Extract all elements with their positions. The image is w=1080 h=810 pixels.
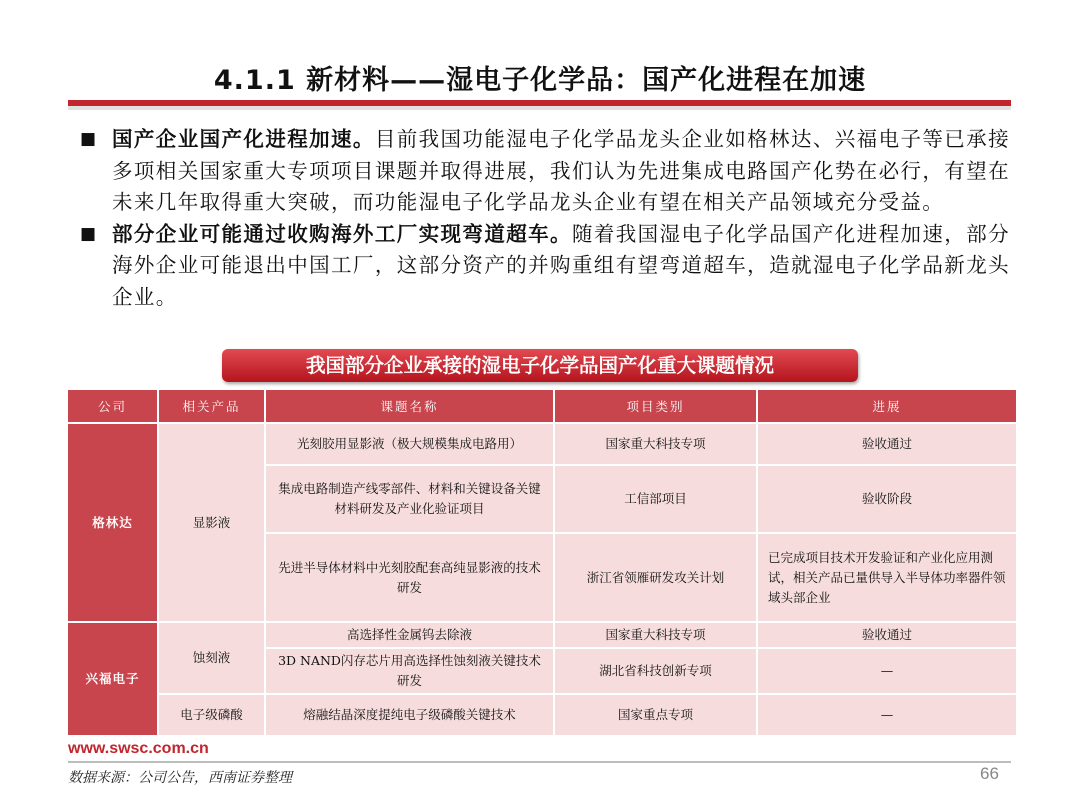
header-topic: 课题名称 (266, 390, 553, 422)
table-row (68, 623, 1016, 647)
page-number: 66 (980, 764, 999, 783)
header-company: 公司 (68, 390, 157, 422)
header-category: 项目类别 (555, 390, 756, 422)
topic-cell: 高选择性金属钨去除液 (266, 623, 553, 647)
topic-cell: 3D NAND闪存芯片用高选择性蚀刻液关键技术研发 (266, 649, 553, 693)
category-cell: 湖北省科技创新专项 (555, 649, 756, 693)
bullet-lead: 国产企业国产化进程加速。 (112, 127, 375, 151)
bullet-lead: 部分企业可能通过收购海外工厂实现弯道超车。 (112, 221, 572, 246)
company-cell: 兴福电子 (68, 623, 157, 735)
bullet-text: 目前我国功能湿电子化学品龙头企业如格林达、兴福电子等已承接多项相关国家重大专项项目课题并取得进展，我们认为先进集成电路国产化势在必行，有望在未来几年取得重大突破，而功能湿电子化学品龙头企业有望在相关产品领域充分受益。 (112, 127, 1010, 214)
title-divider (68, 100, 1011, 110)
footer-divider (68, 761, 1011, 763)
topic-cell: 熔融结晶深度提纯电子级磷酸关键技术 (266, 695, 553, 735)
table-row (68, 695, 1016, 735)
progress-cell: 验收通过 (758, 623, 1016, 647)
website-label: www.swsc.com.cn (68, 740, 209, 757)
progress-cell: 已完成项目技术开发验证和产业化应用测试，相关产品已量供导入半导体功率器件领域头部企业 (758, 534, 1016, 621)
table-row (68, 424, 1016, 464)
company-cell: 格林达 (68, 424, 157, 621)
category-cell: 浙江省领雁研发攻关计划 (555, 534, 756, 621)
topic-cell: 先进半导体材料中光刻胶配套高纯显影液的技术研发 (266, 534, 553, 621)
product-cell: 显影液 (159, 424, 264, 621)
table-header-row (68, 390, 1016, 422)
progress-cell: — (758, 649, 1016, 693)
header-product: 相关产品 (159, 390, 264, 422)
topic-cell: 集成电路制造产线零部件、材料和关键设备关键材料研发及产业化验证项目 (266, 466, 553, 532)
category-cell: 国家重点专项 (555, 695, 756, 735)
product-cell: 电子级磷酸 (159, 695, 264, 735)
bullet-text: 随着我国湿电子化学品国产化进程加速，部分海外企业可能退出中国工厂，这部分资产的并购重组有望弯道超车，造就湿电子化学品新龙头企业。 (112, 221, 1010, 309)
table-title-banner: 我国部分企业承接的湿电子化学品国产化重大课题情况 (222, 349, 858, 382)
bullet-item (80, 219, 1010, 314)
header-progress: 进展 (758, 390, 1016, 422)
slide-title: 4.1.1 新材料——湿电子化学品：国产化进程在加速 (213, 65, 867, 96)
progress-cell: 验收通过 (758, 424, 1016, 464)
bullet-item (80, 124, 1010, 219)
projects-table (66, 388, 1018, 737)
category-cell: 工信部项目 (555, 466, 756, 532)
category-cell: 国家重大科技专项 (555, 424, 756, 464)
progress-cell: — (758, 695, 1016, 735)
square-bullet-icon: ■ (80, 129, 97, 149)
topic-cell: 光刻胶用显影液（极大规模集成电路用） (266, 424, 553, 464)
bullet-list (80, 124, 1010, 313)
square-bullet-icon: ■ (80, 223, 97, 244)
product-cell: 蚀刻液 (159, 623, 264, 693)
data-source: 数据来源：公司公告，西南证券整理 (68, 770, 292, 786)
category-cell: 国家重大科技专项 (555, 623, 756, 647)
progress-cell: 验收阶段 (758, 466, 1016, 532)
